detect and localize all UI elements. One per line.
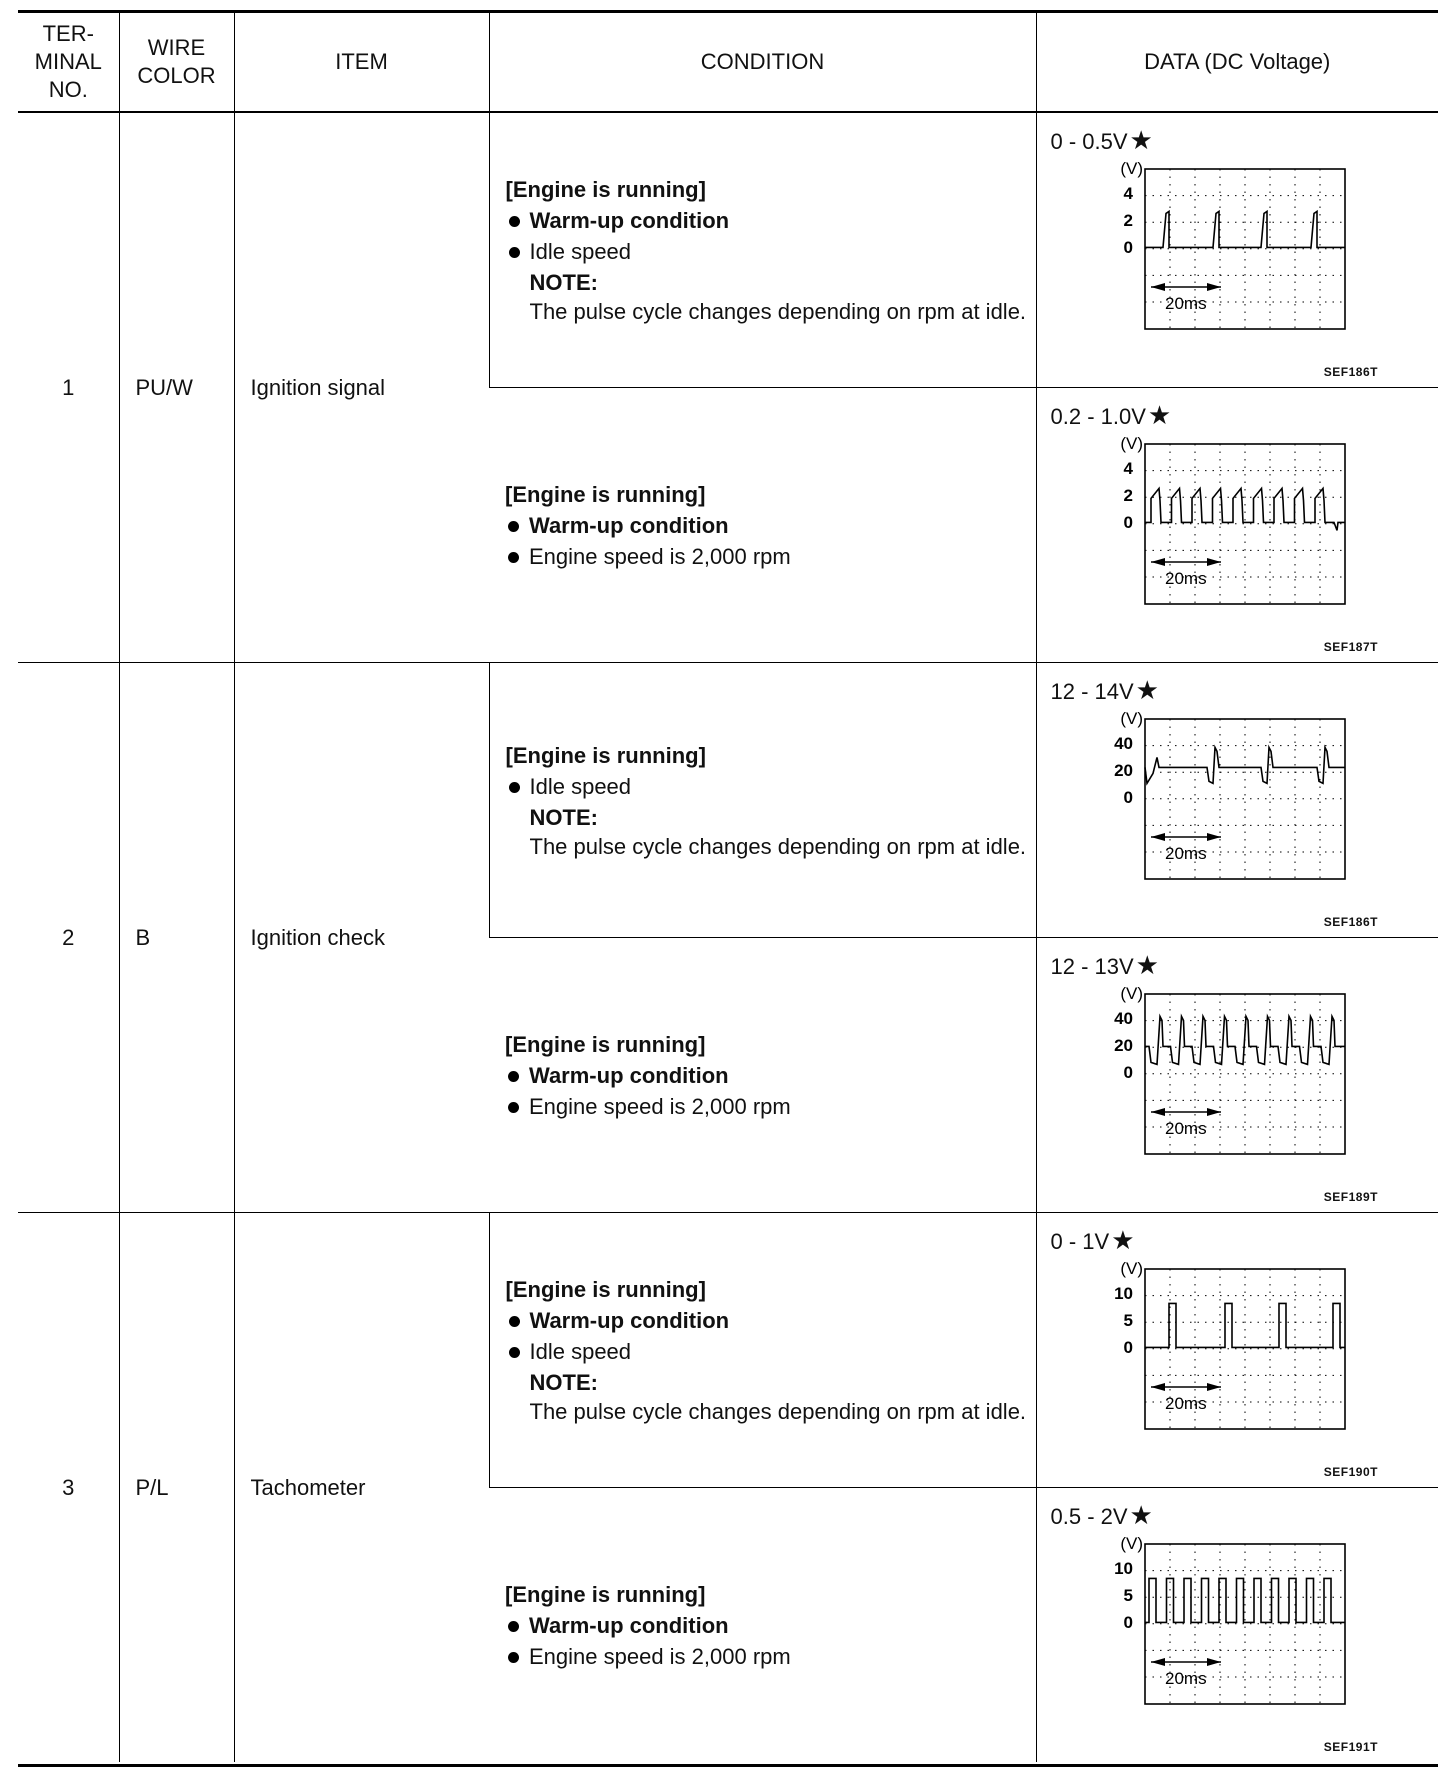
condition-block — [506, 1274, 1036, 1426]
condition-cell — [489, 1213, 1036, 1488]
terminal-number: 1 — [62, 374, 75, 400]
voltage-range — [1051, 1500, 1153, 1531]
scope-unit-label: (V) — [1119, 434, 1143, 453]
condition-cell — [489, 663, 1036, 938]
terminal-number-cell — [18, 112, 119, 663]
condition-bullet-text: Engine speed is 2,000 rpm — [529, 1643, 791, 1669]
scope-unit-label: (V) — [1119, 159, 1143, 178]
figure-code: SEF187T — [1323, 640, 1378, 654]
data-graph-box — [1037, 1213, 1439, 1487]
condition-bullet — [505, 1641, 1036, 1672]
condition-block — [506, 174, 1036, 326]
condition-bullet — [506, 771, 1036, 802]
bullet-dot-icon — [508, 1071, 519, 1082]
condition-bullet — [506, 1305, 1036, 1336]
time-span-arrow — [1151, 558, 1221, 566]
data-cell — [1036, 938, 1438, 1213]
wire-color: PU/W — [135, 374, 193, 400]
scope-tick-label: 5 — [1123, 1311, 1133, 1330]
oscilloscope-waveform — [1111, 430, 1349, 630]
voltage-value: 0 - 1V — [1050, 1229, 1110, 1254]
oscilloscope-waveform — [1111, 1255, 1349, 1455]
time-scale-label: 20ms — [1164, 1394, 1207, 1413]
condition-note — [506, 267, 1036, 326]
scope-unit-label: (V) — [1119, 709, 1143, 728]
scope-tick-label: 0 — [1123, 238, 1133, 257]
table-row — [18, 1213, 1438, 1488]
condition-bullet-text: Engine speed is 2,000 rpm — [529, 1093, 791, 1119]
wire-color: B — [135, 924, 151, 950]
condition-bullet-text: Warm-up condition — [529, 512, 729, 538]
header-item — [234, 13, 489, 112]
voltage-value: 12 - 14V — [1050, 679, 1134, 704]
item-cell — [234, 663, 489, 1213]
note-text: The pulse cycle changes depending on rpm at idle. — [529, 299, 1027, 324]
header-terminal-line-1: TER- — [42, 21, 94, 46]
header-wire-line-1: WIRE — [147, 35, 206, 60]
condition-block — [506, 740, 1036, 861]
voltage-range — [1051, 125, 1153, 156]
wire-color-cell — [119, 112, 234, 663]
data-graph-box — [1037, 938, 1439, 1212]
data-graph-box — [1037, 388, 1439, 662]
scope-unit-label: (V) — [1119, 1259, 1143, 1278]
terminal-data-table — [18, 13, 1438, 1762]
condition-cell — [489, 388, 1036, 663]
time-scale-label: 20ms — [1164, 1119, 1207, 1138]
condition-bullet-text: Idle speed — [529, 239, 632, 264]
data-cell — [1036, 1488, 1438, 1763]
condition-bullet — [505, 1610, 1036, 1641]
bullet-dot-icon — [509, 1316, 520, 1327]
voltage-value: 12 - 13V — [1050, 954, 1134, 979]
data-graph-box — [1037, 1488, 1439, 1762]
item-name: Ignition check — [250, 924, 386, 950]
table-row — [18, 112, 1438, 388]
condition-block — [505, 479, 1036, 572]
oscilloscope-waveform — [1111, 1530, 1349, 1730]
figure-code: SEF190T — [1323, 1465, 1378, 1479]
time-span-arrow — [1151, 283, 1221, 291]
scope-tick-label: 20 — [1113, 761, 1133, 780]
condition-bullet-text: Idle speed — [529, 773, 632, 799]
waveform-trace — [1145, 1016, 1345, 1064]
header-wire-line-2: COLOR — [137, 63, 216, 88]
time-span-arrow — [1151, 1383, 1221, 1391]
condition-cell — [489, 1488, 1036, 1763]
scope-tick-label: 5 — [1123, 1586, 1133, 1605]
star-icon: ★ — [1147, 400, 1172, 430]
data-cell — [1036, 1213, 1438, 1488]
header-condition-label: CONDITION — [700, 49, 825, 74]
item-cell — [234, 112, 489, 663]
item-cell — [234, 1213, 489, 1763]
scope-tick-label: 2 — [1123, 486, 1133, 505]
condition-bullet-text: Engine speed is 2,000 rpm — [529, 543, 791, 569]
bullet-dot-icon — [509, 216, 520, 227]
data-cell — [1036, 388, 1438, 663]
scope-tick-label: 0 — [1123, 1613, 1133, 1632]
note-label: NOTE: — [529, 270, 598, 295]
header-row — [18, 13, 1438, 112]
table-row — [18, 663, 1438, 938]
voltage-range — [1051, 950, 1159, 981]
time-scale-label: 20ms — [1164, 294, 1207, 313]
condition-bullet-text: Warm-up condition — [529, 1062, 729, 1088]
condition-heading: [Engine is running] — [505, 1581, 706, 1607]
star-icon: ★ — [1129, 125, 1153, 155]
voltage-value: 0.5 - 2V — [1050, 1504, 1128, 1529]
data-graph-box — [1037, 663, 1439, 937]
condition-bullet — [505, 541, 1036, 572]
wire-color: P/L — [135, 1474, 169, 1500]
condition-bullet-text: Idle speed — [529, 1339, 632, 1364]
header-terminal-line-3: NO. — [48, 77, 88, 102]
terminal-number-cell — [18, 1213, 119, 1763]
table-body — [18, 112, 1438, 1762]
bullet-dot-icon — [509, 247, 520, 258]
star-icon: ★ — [1135, 950, 1159, 980]
time-span-arrow — [1151, 833, 1221, 841]
condition-heading: [Engine is running] — [505, 742, 706, 768]
item-name: Ignition signal — [250, 374, 386, 400]
star-icon: ★ — [1111, 1225, 1135, 1255]
condition-cell — [489, 938, 1036, 1213]
terminal-number: 2 — [62, 924, 75, 950]
header-data — [1036, 13, 1438, 112]
voltage-range — [1051, 675, 1159, 706]
condition-note — [506, 802, 1036, 861]
bullet-dot-icon — [508, 1621, 519, 1632]
condition-heading: [Engine is running] — [505, 481, 706, 507]
bullet-dot-icon — [508, 521, 519, 532]
header-condition — [489, 13, 1036, 112]
scope-tick-label: 40 — [1113, 734, 1133, 753]
scope-unit-label: (V) — [1119, 984, 1143, 1003]
voltage-range — [1051, 400, 1172, 431]
note-text: The pulse cycle changes depending on rpm at idle. — [529, 833, 1027, 859]
data-cell — [1036, 663, 1438, 938]
scope-tick-label: 0 — [1123, 788, 1133, 807]
figure-code: SEF186T — [1323, 915, 1378, 929]
wire-color-cell — [119, 663, 234, 1213]
condition-note — [506, 1367, 1036, 1426]
scope-tick-label: 4 — [1123, 459, 1133, 478]
condition-block — [505, 1029, 1036, 1122]
scope-tick-label: 0 — [1123, 1063, 1133, 1082]
condition-bullet — [506, 205, 1036, 236]
header-terminal-no — [18, 13, 119, 112]
condition-bullet-text: Warm-up condition — [529, 1612, 729, 1638]
scope-unit-label: (V) — [1119, 1534, 1143, 1553]
condition-heading: [Engine is running] — [505, 177, 706, 202]
condition-bullet-text: Warm-up condition — [529, 208, 730, 233]
condition-bullet-text: Warm-up condition — [529, 1308, 730, 1333]
scope-tick-label: 10 — [1113, 1559, 1133, 1578]
note-label: NOTE: — [529, 1370, 598, 1395]
item-name: Tachometer — [250, 1474, 366, 1500]
voltage-range — [1051, 1225, 1135, 1256]
star-icon: ★ — [1129, 1500, 1153, 1530]
figure-code: SEF186T — [1323, 365, 1378, 379]
time-span-arrow — [1151, 1658, 1221, 1666]
scope-tick-label: 0 — [1123, 1338, 1133, 1357]
star-icon: ★ — [1135, 675, 1159, 705]
wire-color-cell — [119, 1213, 234, 1763]
scope-tick-label: 40 — [1113, 1009, 1133, 1028]
bullet-dot-icon — [508, 1652, 519, 1663]
scope-tick-label: 0 — [1123, 513, 1133, 532]
condition-bullet — [505, 510, 1036, 541]
time-scale-label: 20ms — [1164, 569, 1207, 588]
condition-heading: [Engine is running] — [505, 1031, 706, 1057]
scope-tick-label: 2 — [1123, 211, 1133, 230]
scope-tick-label: 10 — [1113, 1284, 1133, 1303]
time-scale-label: 20ms — [1164, 844, 1207, 863]
terminal-number-cell — [18, 663, 119, 1213]
header-data-label: DATA (DC Voltage) — [1144, 49, 1331, 74]
oscilloscope-waveform — [1111, 980, 1349, 1180]
oscilloscope-waveform — [1111, 155, 1349, 355]
scope-tick-label: 20 — [1113, 1036, 1133, 1055]
condition-block — [505, 1579, 1036, 1672]
condition-heading: [Engine is running] — [505, 1277, 706, 1302]
waveform-trace — [1145, 1578, 1345, 1622]
condition-cell — [489, 112, 1036, 388]
condition-bullet — [506, 1336, 1036, 1367]
voltage-value: 0 - 0.5V — [1050, 129, 1128, 154]
oscilloscope-waveform — [1111, 705, 1349, 905]
terminal-number: 3 — [62, 1474, 75, 1500]
data-cell — [1036, 112, 1438, 388]
figure-code: SEF191T — [1323, 1740, 1378, 1754]
time-span-arrow — [1151, 1108, 1221, 1116]
scope-tick-label: 4 — [1123, 184, 1133, 203]
bottom-rule — [18, 1764, 1438, 1767]
voltage-value: 0.2 - 1.0V — [1050, 404, 1146, 429]
time-scale-label: 20ms — [1164, 1669, 1207, 1688]
header-wire-color — [119, 13, 234, 112]
header-item-label: ITEM — [335, 49, 388, 74]
data-graph-box — [1037, 113, 1439, 387]
condition-bullet — [506, 236, 1036, 267]
condition-bullet — [505, 1060, 1036, 1091]
figure-code: SEF189T — [1323, 1190, 1378, 1204]
bullet-dot-icon — [508, 1102, 519, 1113]
waveform-trace — [1145, 1303, 1345, 1347]
note-text: The pulse cycle changes depending on rpm at idle. — [529, 1399, 1027, 1424]
bullet-dot-icon — [509, 782, 520, 793]
condition-bullet — [505, 1091, 1036, 1122]
bullet-dot-icon — [509, 1347, 520, 1358]
header-terminal-line-2: MINAL — [34, 49, 102, 74]
note-label: NOTE: — [529, 804, 598, 830]
bullet-dot-icon — [508, 552, 519, 563]
